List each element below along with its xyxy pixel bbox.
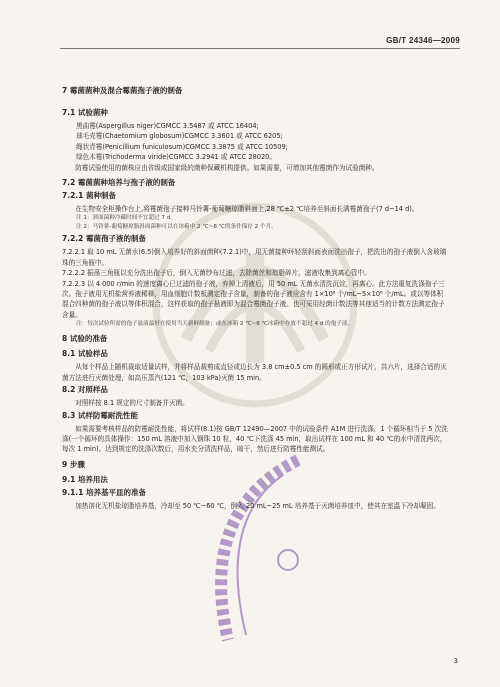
section-7-2-1-text: 在生物安全柜操作台上,将霉菌孢子接种马铃薯-葡萄糖琼脂斜面上,28 ℃±2 ℃培养至斜面长满霉菌孢子(7 d~14 d)。 — [75, 205, 419, 214]
note-3: 注：每次试验所需的孢子悬液最好在使用当天新鲜制备；或在冰箱 2 ℃~8 ℃冰箱中存放不超过 4 d 的孢子液。 — [76, 321, 354, 328]
section-8-heading: 8 试验的准备 — [62, 334, 108, 344]
section-7-1-text: 防霉试验使用的菌株应由省级或国家级的菌种保藏机构提供。如果需要，可增加其他霉菌作为试验菌种。 — [75, 163, 379, 172]
section-7-2-1-heading: 7.2.1 菌种制备 — [62, 191, 116, 201]
section-9-1-1-heading: 9.1.1 培养基平皿的准备 — [62, 487, 146, 497]
section-8-3-text: 如果需要考核样品的防霉耐洗性能，将试样(8.1)按 GB/T 12490—2007 中的试验条件 A1M 进行洗涤，1 个循环相当于 5 次洗涤(一个循环的具体操作：150 mL 溶液中加入钢珠 10 粒，40 ℃下洗涤 45 min，取出试样在 100 mL 和 40 ℃的水中清洗两次，每次 1 min)。达到规定的洗涤次数后，用水充分清洗样品，晾干，然后进行防霉性能测试。 — [62, 424, 448, 454]
strain-list — [62, 121, 448, 163]
standard-number: GB/T 24346—2009 — [386, 36, 460, 45]
page-number: 3 — [453, 657, 458, 665]
strain-item: 绿色木霉(Trichoderma viride)CGMCC 3.2941 或 ATCC 28020。 — [76, 153, 276, 162]
section-7-2-2-1-text: 7.2.2.1 取 10 mL 无菌水(6.5)倒入培养好的斜面菌种(7.2.1)中，用无菌接种环轻刮斜面表面洗出孢子，把洗出的孢子液倒入含玻璃珠的三角瓶中。 — [62, 248, 447, 267]
section-8-2-text: 对照样按 8.1 规定的尺寸制备并灭菌。 — [75, 399, 189, 408]
section-7-1-heading: 7.1 试验菌种 — [62, 108, 108, 117]
section-7-2-2-3-text: 7.2.2.3 以 4 000 r/min 的速度离心已过滤的孢子液，弃掉上清液后，用 50 mL 无菌水清洗沉淀，再离心。此方法重复洗涤孢子三次。孢子液用无机盐营养液稀释，用血细胞计数板测定孢子含量，制备的孢子液应含有 1×10⁶ 个/mL~5×10⁶ 个/mL。或以等体积混合四种菌的孢子液以等体积混合，这样获取的孢子悬液即为混合霉菌孢子液。也可采用经菌计数法等其他适当的计数方法测定孢子含量。 — [62, 279, 445, 319]
strain-item: 黑曲霉(Aspergillus niger)CGMCC 3.5487 或 ATCC 16404; — [76, 122, 259, 130]
section-9-1-1-text: 加热溶化无机盐琼脂培养基，冷却至 50 ℃~60 ℃，倒入 20 mL~25 mL 培养基于灭菌培养皿中，使其在室温下冷却凝固。 — [75, 501, 440, 510]
note-2: 注 2：马铃薯-葡萄糖琼脂斜面菌种可以在冰箱中 2 ℃~8 ℃的条件保存 2 个月。 — [76, 224, 277, 231]
note-1: 注 1：斜面菌种冷藏时间不宜超过 7 d。 — [76, 215, 176, 222]
section-7-heading: 7 霉菌菌种及混合霉菌孢子液的制备 — [62, 86, 183, 95]
section-9-heading: 9 步骤 — [62, 459, 85, 469]
header-rule — [60, 48, 460, 49]
section-8-3-heading: 8.3 试样防霉耐洗性能 — [62, 410, 138, 420]
section-9-1-heading: 9.1 培养用法 — [62, 474, 108, 484]
section-7-2-2-heading: 7.2.2 霉菌孢子液的制备 — [62, 234, 146, 244]
section-8-2-heading: 8.2 对照样品 — [62, 385, 108, 395]
strain-item: 绳状青霉(Penicillium funiculosum)CGMCC 3.3875 或 ATCC 10509; — [76, 142, 288, 151]
document-body — [62, 86, 448, 511]
section-8-1-text: 从每个样品上随机裁取适量试样，并将样品裁剪成直径或边长为 3.8 cm±0.5 cm 的圆形或正方形试片，共六片，选择合适的灭菌方法进行灭菌处理，如高压蒸汽(121 ℃，103 kPa)灭菌 15 min。 — [62, 363, 447, 382]
section-7-2-heading: 7.2 霉菌菌种培养与孢子液的制备 — [62, 178, 176, 188]
section-8-1-heading: 8.1 试验样品 — [62, 349, 108, 359]
section-7-2-2-2-text: 7.2.2.2 振荡三角瓶以充分洗出孢子后，倒入无菌纱布过滤，去除菌丝和琼脂碎片，滤液收集到离心管中。 — [62, 269, 371, 278]
strain-item: 球毛壳霉(Chaetomium globosum)CGMCC 3.3601 或 ATCC 6205; — [76, 132, 283, 141]
